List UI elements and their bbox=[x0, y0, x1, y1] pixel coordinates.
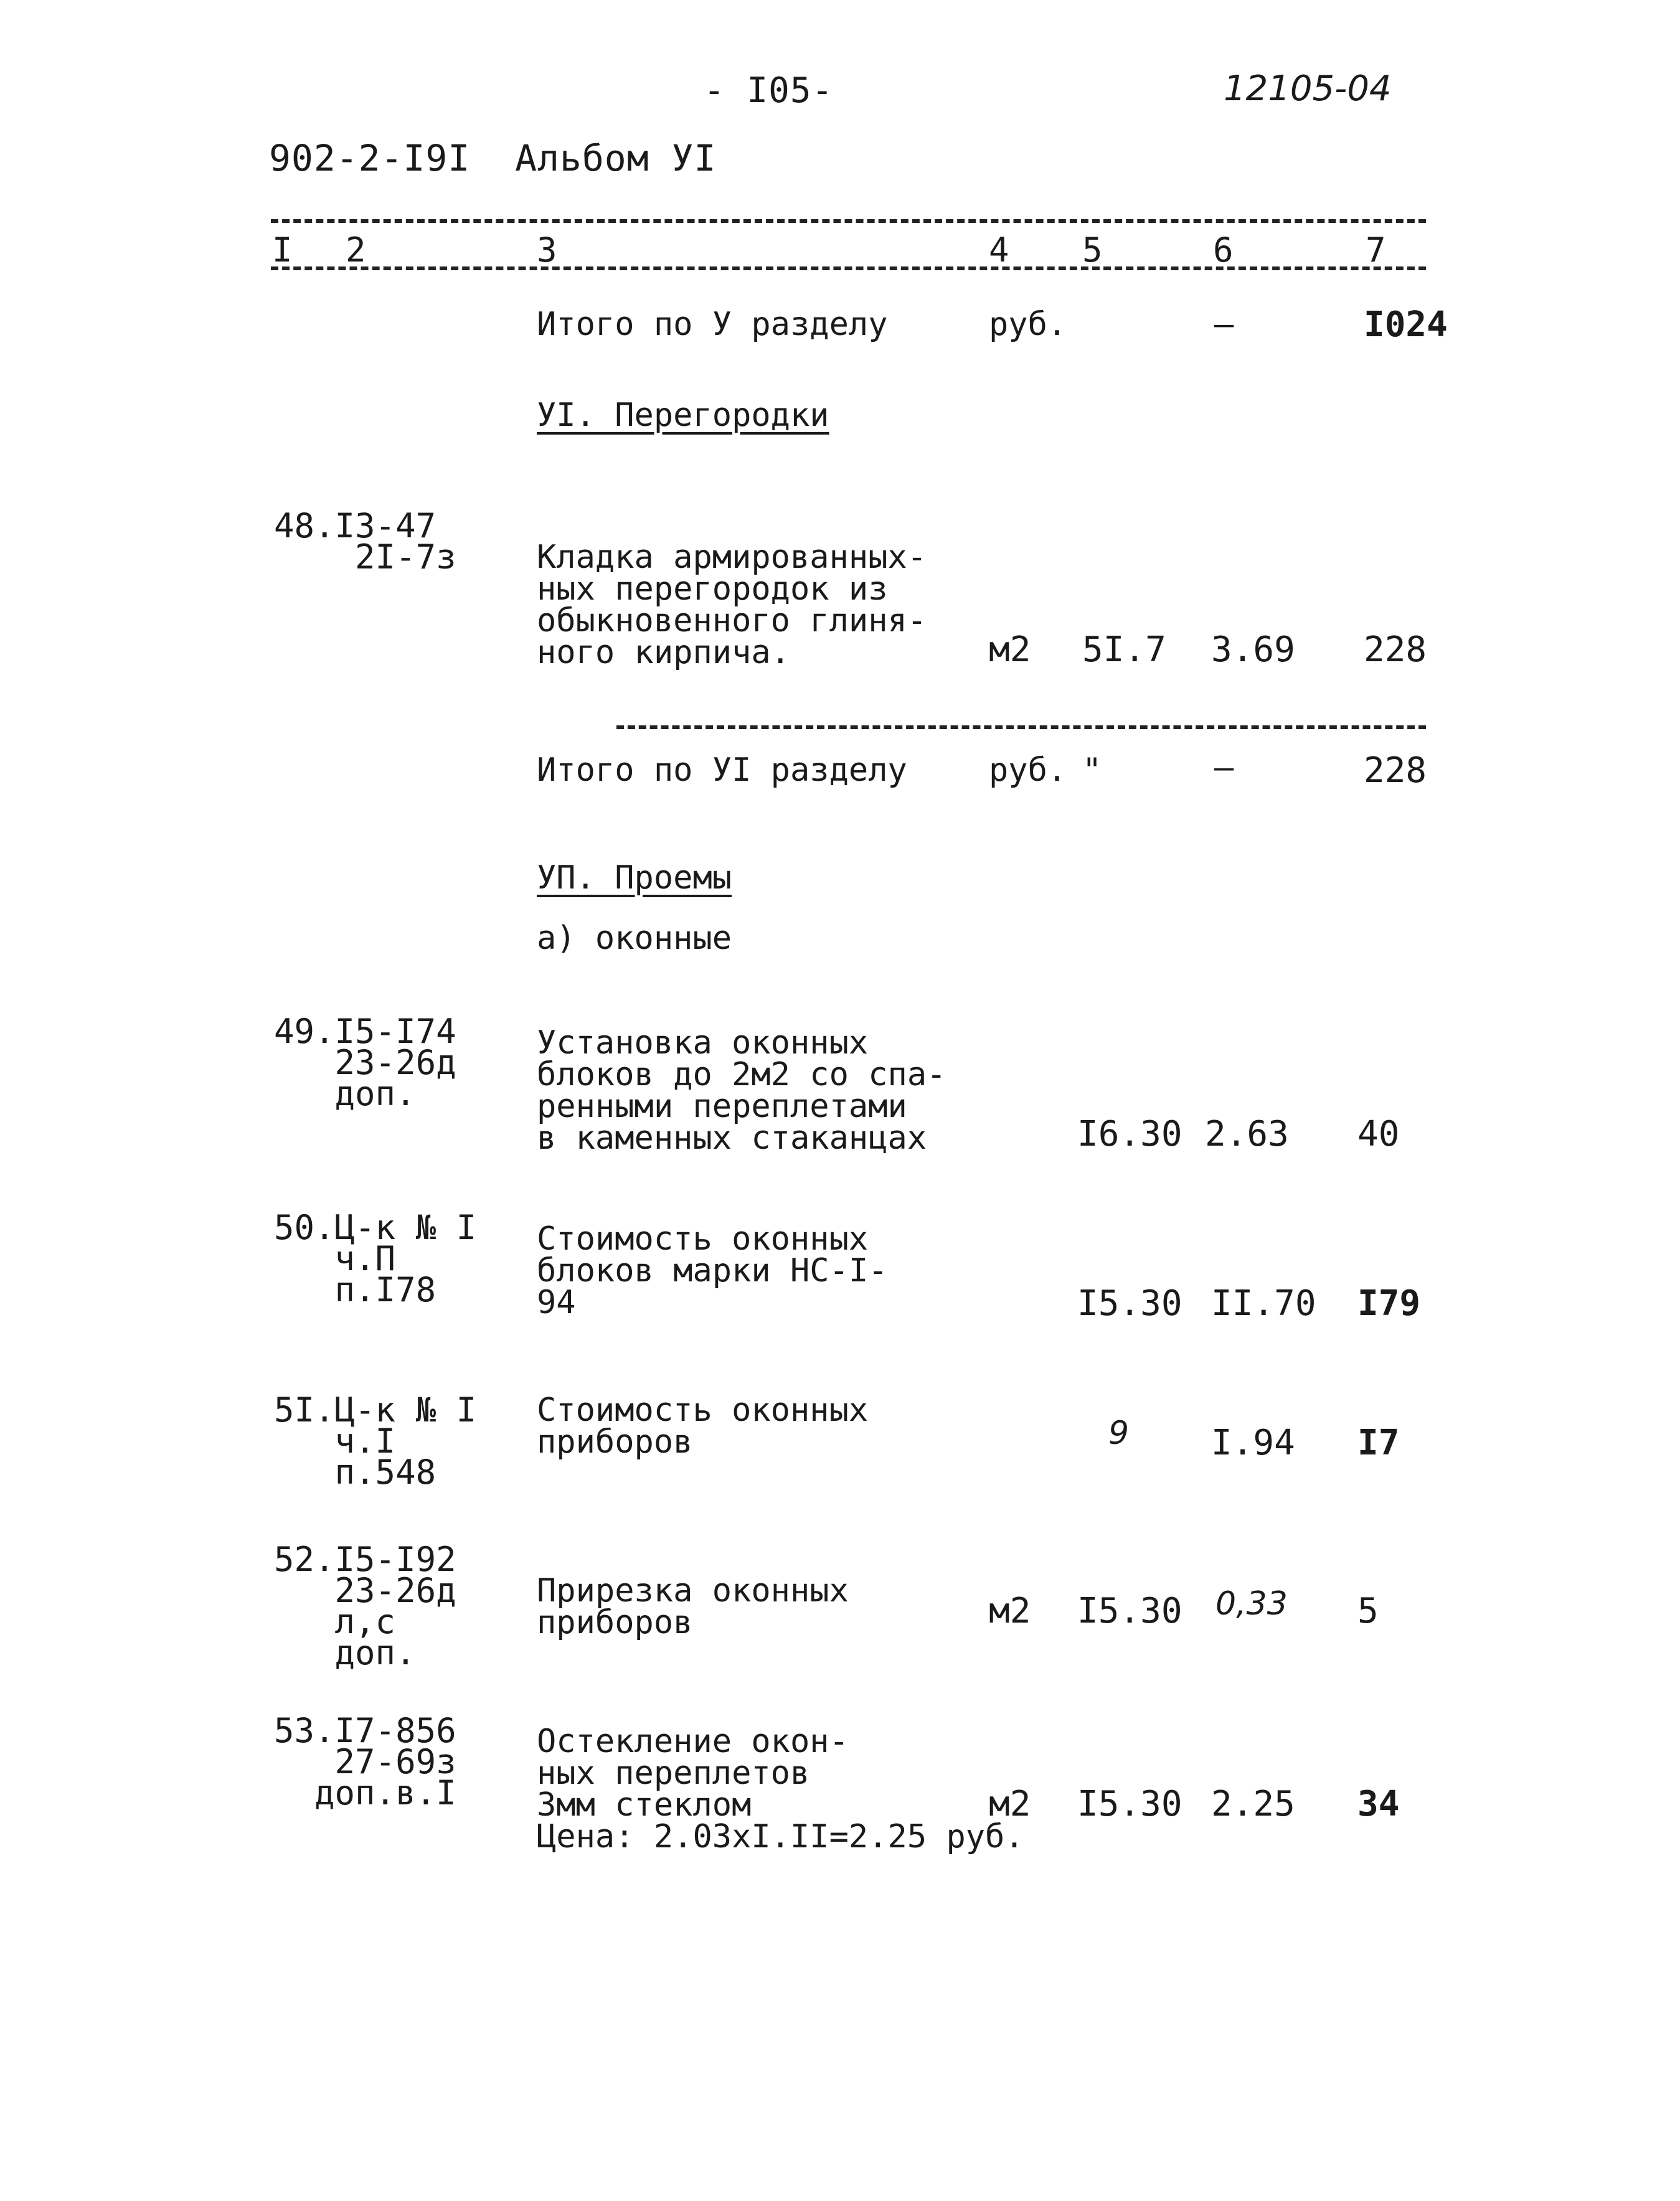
item-48-price: 3.69 bbox=[1211, 629, 1295, 670]
item-51-total: I7 bbox=[1357, 1423, 1400, 1463]
document-stamp: 12105-04 bbox=[1224, 68, 1392, 109]
item-50-quantity: I5.30 bbox=[1077, 1283, 1182, 1324]
column-header-4: 4 bbox=[989, 230, 1010, 270]
item-48-code: 48.I3-47 2I-7з bbox=[274, 506, 456, 577]
section-heading-vii: УП. Проемы bbox=[537, 859, 732, 897]
item-52-description: Прирезка оконных приборов bbox=[537, 1572, 849, 1641]
total-label-section-vi: Итого по УI разделу bbox=[537, 752, 907, 789]
total-unit-section-vi: руб. bbox=[989, 752, 1067, 789]
item-52-price: 0,33 bbox=[1215, 1585, 1288, 1623]
column-header-6: 6 bbox=[1213, 230, 1234, 270]
item-49-quantity: I6.30 bbox=[1077, 1114, 1182, 1154]
item-50-price: II.70 bbox=[1211, 1283, 1316, 1324]
total-ditto-section-vi: " bbox=[1082, 752, 1102, 789]
header-bottom-rule bbox=[271, 266, 1426, 270]
item-52-quantity: I5.30 bbox=[1077, 1591, 1182, 1631]
item-51-description: Стоимость оконных приборов bbox=[537, 1392, 869, 1461]
item-51-code: 5I.Ц-к № I ч.I п.548 bbox=[274, 1390, 477, 1492]
page-number: - I05- bbox=[704, 70, 834, 111]
item-53-quantity: I5.30 bbox=[1077, 1784, 1182, 1824]
item-48-unit: м2 bbox=[989, 629, 1031, 670]
header-top-rule bbox=[271, 219, 1426, 223]
item-50-total: I79 bbox=[1357, 1283, 1421, 1324]
item-49-total: 40 bbox=[1357, 1114, 1400, 1154]
item-48-description: Кладка армированных- ных перегородок из обыкновенного глиня- ного кирпича. bbox=[537, 539, 927, 671]
total-label-section-v: Итого по У разделу bbox=[537, 306, 888, 343]
item-52-code: 52.I5-I92 23-26д л,с доп. bbox=[274, 1540, 456, 1672]
item-53-unit: м2 bbox=[989, 1784, 1031, 1824]
total-sum-section-vi: 228 bbox=[1364, 750, 1427, 791]
section-heading-vi: УI. Перегородки bbox=[537, 397, 829, 434]
subtotal-rule bbox=[616, 725, 1426, 729]
column-header-5: 5 bbox=[1082, 230, 1103, 270]
item-53-description: Остекление окон- ных переплетов 3мм стеклом Цена: 2.03хI.II=2.25 руб. bbox=[537, 1723, 1024, 1855]
column-header-2: 2 bbox=[346, 230, 367, 270]
album-title: 902-2-I9I Альбом УI bbox=[269, 137, 717, 179]
item-51-quantity: 9 bbox=[1108, 1415, 1130, 1452]
column-header-7: 7 bbox=[1366, 230, 1387, 270]
item-50-code: 50.Ц-к № I ч.П п.I78 bbox=[274, 1208, 477, 1309]
total-dash-section-vi: – bbox=[1214, 749, 1234, 786]
item-49-price: 2.63 bbox=[1205, 1114, 1289, 1154]
item-53-price: 2.25 bbox=[1211, 1784, 1295, 1824]
item-49-description: Установка оконных блоков до 2м2 со спа- ренными переплетами в каменных стаканцах bbox=[537, 1024, 946, 1157]
total-dash-section-v: – bbox=[1214, 306, 1234, 343]
item-48-quantity: 5I.7 bbox=[1082, 629, 1166, 670]
item-49-code: 49.I5-I74 23-26д доп. bbox=[274, 1012, 456, 1113]
item-53-code: 53.I7-856 27-69з доп.в.I bbox=[274, 1711, 456, 1812]
subsection-windows: а) оконные bbox=[537, 920, 732, 957]
total-sum-section-v: I024 bbox=[1364, 304, 1448, 345]
item-48-total: 228 bbox=[1364, 629, 1427, 670]
item-53-total: 34 bbox=[1357, 1784, 1400, 1824]
item-50-description: Стоимость оконных блоков марки НС-I- 94 bbox=[537, 1220, 888, 1321]
column-header-1: I bbox=[272, 230, 293, 270]
item-51-price: I.94 bbox=[1211, 1423, 1295, 1463]
item-52-total: 5 bbox=[1357, 1591, 1379, 1631]
item-52-unit: м2 bbox=[989, 1591, 1031, 1631]
column-header-3: 3 bbox=[537, 230, 558, 270]
total-unit-section-v: руб. bbox=[989, 306, 1067, 343]
